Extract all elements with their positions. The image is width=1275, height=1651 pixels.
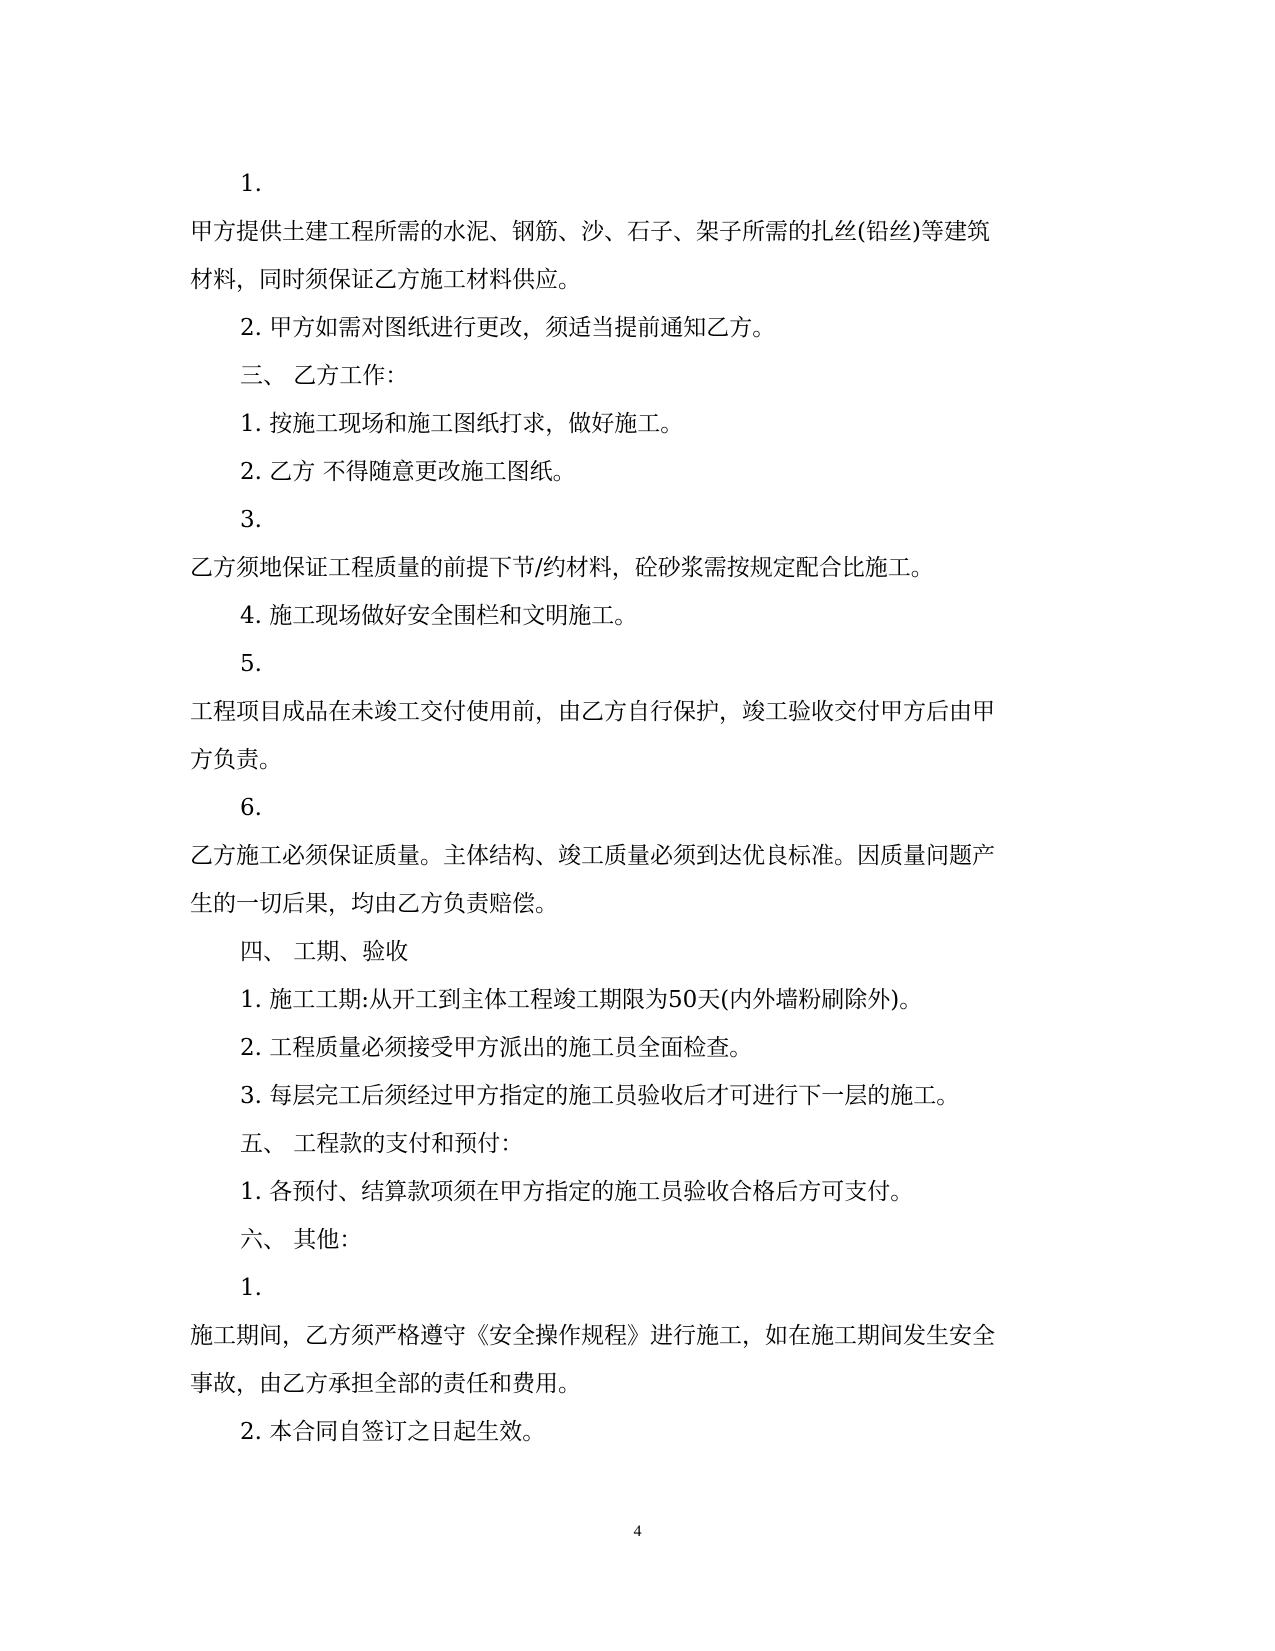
list-item: 2. 乙方 不得随意更改施工图纸。 (240, 459, 576, 485)
list-item: 1. 按施工现场和施工图纸打求，做好施工。 (240, 411, 684, 437)
paragraph-line: 乙方施工必须保证质量。主体结构、竣工质量必须到达优良标准。因质量问题产 (190, 843, 995, 869)
list-item: 4. 施工现场做好安全围栏和文明施工。 (240, 603, 638, 629)
list-item: 3. 每层完工后须经过甲方指定的施工员验收后才可进行下一层的施工。 (240, 1083, 960, 1109)
paragraph-line: 生的一切后果，均由乙方负责赔偿。 (190, 891, 558, 917)
list-item: 1. 各预付、结算款项须在甲方指定的施工员验收合格后方可支付。 (240, 1179, 914, 1205)
paragraph-line: 方负责。 (190, 747, 282, 773)
list-item: 2. 本合同自签订之日起生效。 (240, 1419, 546, 1445)
paragraph-line: 事故，由乙方承担全部的责任和费用。 (190, 1371, 581, 1397)
item-number: 1. (240, 1275, 262, 1301)
paragraph-line: 乙方须地保证工程质量的前提下节/约材料，砼砂浆需按规定配合比施工。 (190, 555, 934, 581)
section-heading: 四、 工期、验收 (240, 939, 409, 965)
list-item: 2. 工程质量必须接受甲方派出的施工员全面检查。 (240, 1035, 753, 1061)
paragraph-line: 工程项目成品在未竣工交付使用前，由乙方自行保护，竣工验收交付甲方后由甲 (190, 699, 995, 725)
paragraph-line: 施工期间，乙方须严格遵守《安全操作规程》进行施工，如在施工期间发生安全 (190, 1323, 995, 1349)
section-heading: 三、 乙方工作： (240, 363, 409, 389)
section-heading: 五、 工程款的支付和预付： (240, 1131, 524, 1157)
section-heading: 六、 其他： (240, 1227, 363, 1253)
paragraph-line: 甲方提供土建工程所需的水泥、钢筋、沙、石子、架子所需的扎丝(铅丝)等建筑 (190, 219, 990, 245)
document-body (190, 160, 1070, 1456)
list-item: 1. 施工工期:从开工到主体工程竣工期限为50天(内外墙粉刷除外)。 (240, 987, 923, 1013)
item-number: 3. (240, 507, 262, 533)
paragraph-line: 材料，同时须保证乙方施工材料供应。 (190, 267, 581, 293)
item-number: 1. (240, 171, 262, 197)
item-number: 5. (240, 651, 262, 677)
list-item: 2. 甲方如需对图纸进行更改，须适当提前通知乙方。 (240, 315, 776, 341)
item-number: 6. (240, 795, 262, 821)
page-number: 4 (633, 1523, 642, 1540)
